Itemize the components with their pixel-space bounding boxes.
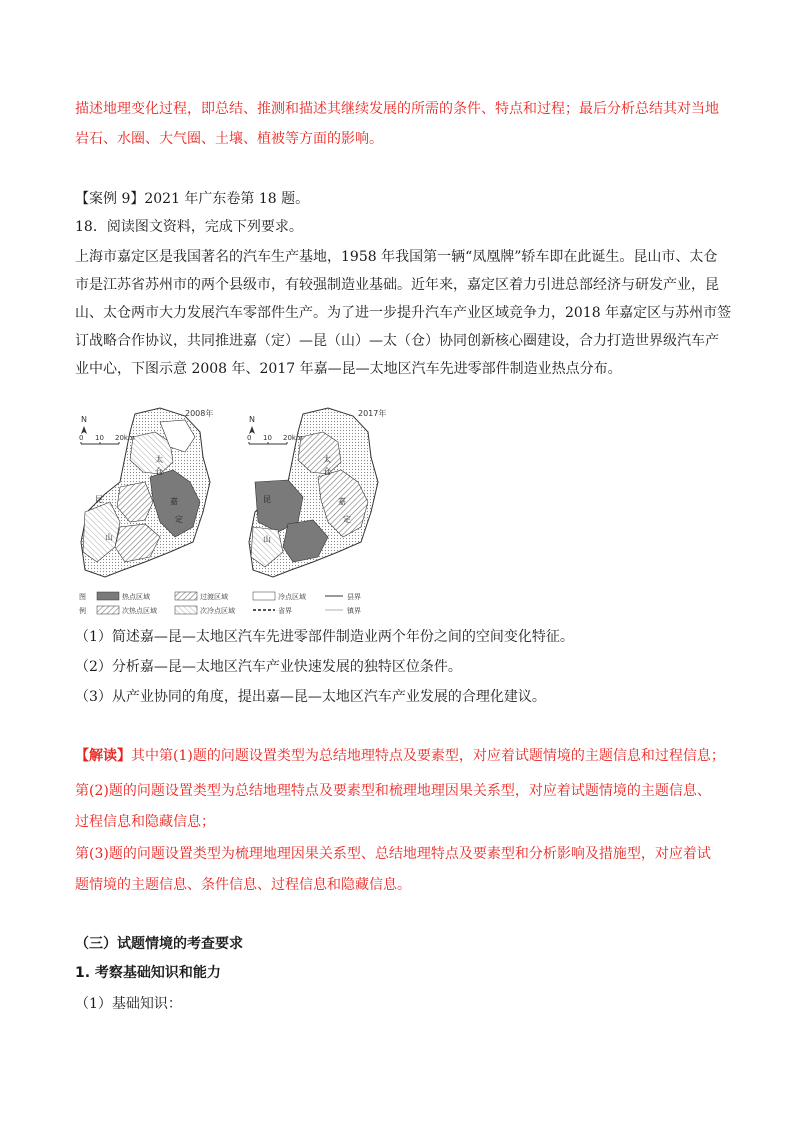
question-2: （2）分析嘉—昆—太地区汽车产业快速发展的独特区位条件。 [75,659,462,675]
intro-line-1: 描述地理变化过程，即总结、推测和描述其继续发展的所需的条件、特点和过程；最后分析总结其对当地 [75,101,719,117]
map1-label-kun: 昆 [95,495,103,504]
legend-county: 县界 [347,593,361,601]
legend-province: 省界 [278,607,292,615]
analysis-line-3: 过程信息和隐藏信息； [75,814,215,830]
material-line-3: 山、太仓两市大力发展汽车零部件生产。为了进一步提升汽车产业区域竞争力，2018 年嘉定区与苏州市签 [75,305,732,321]
legend-title-1: 图 [79,593,86,601]
case-title: 【案例 9】2021 年广东卷第 18 题。 [75,191,310,207]
material-line-1: 上海市嘉定区是我国著名的汽车生产基地，1958 年我国第一辆“凤凰牌”轿车即在此诞生。昆山市、太仓 [75,249,718,265]
scale-20-2: 20km [283,434,303,442]
material-line-2: 市是江苏省苏州市的两个县级市，有较强制造业基础。近年来，嘉定区着力引进总部经济与研发产业，昆 [75,277,719,293]
map-2008-year: 2008年 [185,409,214,418]
section-item: （1）基础知识： [75,996,182,1012]
map1-label-tai: 太 [155,455,163,464]
analysis-line-1 [75,742,735,770]
analysis-line-1-text: 其中第(1)题的问题设置类型为总结地理特点及要素型，对应着试题情境的主题信息和过程信息； [131,748,725,764]
map-2017 [247,408,386,577]
scale-0-2: 0 [247,434,252,442]
map-2008 [79,408,213,577]
map2-label-tai: 太 [323,455,331,464]
map2-label-kun: 昆 [263,495,271,504]
north-arrow-label-1: N [81,415,87,424]
legend-sub-hot: 次热点区域 [122,607,157,615]
map1-label-cang: 仓 [155,467,163,476]
legend-sub-cold: 次冷点区域 [200,607,235,615]
section-subheading: 1. 考察基础知识和能力 [75,965,221,981]
scale-10-1: 10 [95,434,104,442]
hotspot-map-figure [75,402,395,624]
legend-hot: 热点区域 [122,593,150,601]
legend-town: 镇界 [347,607,361,615]
question-1: （1）简述嘉—昆—太地区汽车先进零部件制造业两个年份之间的空间变化特征。 [75,629,574,645]
section-heading: （三）试题情境的考查要求 [75,936,243,952]
map1-label-shan: 山 [105,533,113,542]
legend-cold: 冷点区域 [278,593,306,601]
map2-label-cang: 仓 [323,467,331,476]
analysis-line-5: 题情境的主题信息、条件信息、过程信息和隐藏信息。 [75,877,411,893]
map2-label-ding: 定 [343,515,351,524]
material-line-5: 业中心，下图示意 2008 年、2017 年嘉—昆—太地区汽车先进零部件制造业热点分布。 [75,361,622,377]
analysis-line-4: 第(3)题的问题设置类型为梳理地理因果关系型、总结地理特点及要素型和分析影响及措施型，对应着试 [75,846,711,862]
map2-label-jia: 嘉 [338,497,346,506]
map-legend [79,592,361,615]
scale-10-2: 10 [263,434,272,442]
north-arrow-label-2: N [249,415,255,424]
north-arrow-icon [81,426,87,434]
analysis-label: 【解读】 [75,748,131,764]
north-arrow-icon [249,426,255,434]
legend-transition: 过渡区域 [200,593,228,601]
question-intro: 18．阅读图文资料，完成下列要求。 [75,219,303,235]
map1-label-ding: 定 [175,515,183,524]
scale-0-1: 0 [79,434,84,442]
question-3: （3）从产业协同的角度，提出嘉—昆—太地区汽车产业发展的合理化建议。 [75,689,546,705]
scale-20-1: 20km [115,434,135,442]
map-2017-year: 2017年 [358,409,387,418]
map2-label-shan: 山 [263,535,271,544]
material-line-4: 订战略合作协议，共同推进嘉（定）—昆（山）—太（仓）协同创新核心圈建设，合力打造世界级汽车产 [75,333,719,349]
analysis-line-2: 第(2)题的问题设置类型为总结地理特点及要素型和梳理地理因果关系型，对应着试题情境的主题信息、 [75,783,711,799]
intro-line-2: 岩石、水圈、大气圈、土壤、植被等方面的影响。 [75,131,383,147]
map1-label-jia: 嘉 [170,497,178,506]
legend-title-2: 例 [79,607,86,615]
